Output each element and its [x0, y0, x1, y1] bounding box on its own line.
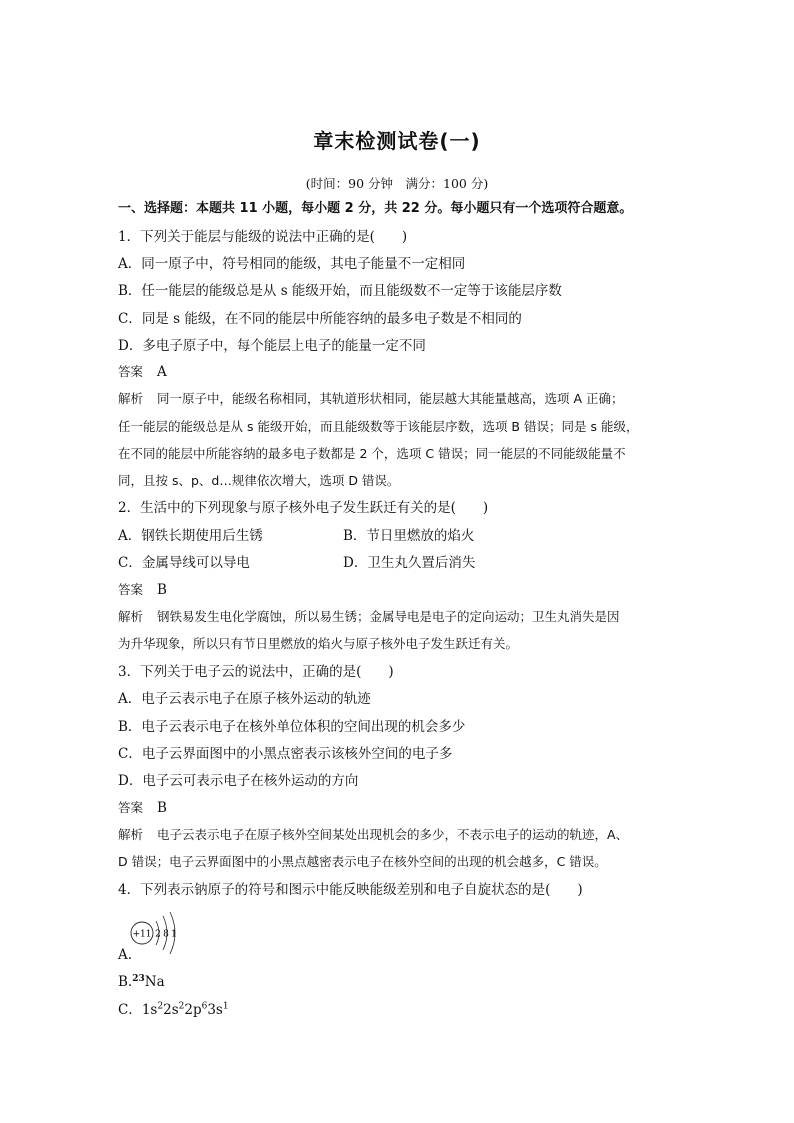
q4-stem: 4．下列表示钠原子的符号和图示中能反映能级差别和电子自旋状态的是( ) — [118, 882, 583, 898]
electron-configuration — [142, 1002, 229, 1018]
q3-option-d: D．电子云可表示电子在核外运动的方向 — [118, 773, 359, 789]
answer-label: 答案 — [118, 364, 144, 379]
orbital-1s-count: 2 — [157, 1001, 164, 1012]
q2-options-row-1 — [118, 527, 688, 545]
explain-label: 解析 — [118, 391, 144, 406]
q1-explanation-line-3: 在不同的能层中所能容纳的最多电子数都是 2 个，选项 C 错误；同一能层的不同能级能量不 — [118, 446, 626, 461]
q1-answer — [118, 363, 688, 381]
q4-option-c-label: C． — [118, 1002, 142, 1018]
orbital-2p-count: 6 — [201, 1001, 208, 1012]
q1-option-a: A．同一原子中，符号相同的能级，其电子能量不一定相同 — [118, 256, 466, 272]
q2-options-row-2 — [118, 554, 688, 572]
q3-stem: 3．下列关于电子云的说法中，正确的是( ) — [118, 664, 394, 680]
q3-option-b: B．电子云表示电子在核外单位体积的空间出现的机会多少 — [118, 719, 466, 735]
q1-explanation-line-1 — [118, 390, 688, 408]
q2-option-d: D．卫生丸久置后消失 — [343, 555, 476, 571]
q2-answer — [118, 581, 688, 599]
nucleus-charge: +11 — [132, 929, 152, 940]
q4-option-b — [118, 973, 688, 993]
q2-option-a: A．钢铁长期使用后生锈 — [118, 528, 263, 544]
q3-explanation-line-1 — [118, 826, 688, 844]
q1-explanation-line-2: 任一能层的能级总是从 s 能级开始，而且能级数等于该能层序数，选项 B 错误；同是 s 能级， — [118, 419, 639, 434]
orbital-3s: 3s — [207, 1002, 223, 1018]
q1-stem: 1．下列关于能层与能级的说法中正确的是( ) — [118, 229, 408, 245]
q2-stem: 2．生活中的下列现象与原子核外电子发生跃迁有关的是( ) — [118, 500, 489, 516]
q3-exp-text-1: 电子云表示电子在原子核外空间某处出现机会的多少，不表示电子的运动的轨迹，A、 — [157, 827, 629, 842]
q2-option-c: C．金属导线可以导电 — [118, 555, 250, 571]
orbital-1s: 1s — [141, 1002, 158, 1018]
q4-option-c — [118, 1001, 688, 1019]
mass-number: 23 — [132, 974, 145, 984]
element-symbol: Na — [144, 974, 165, 990]
q3-explanation-line-2: D 错误；电子云界面图中的小黑点越密表示电子在核外空间的出现的机会越多，C 错误。 — [118, 854, 607, 869]
answer-label: 答案 — [118, 582, 144, 597]
q1-option-c: C．同是 s 能级，在不同的能层中所能容纳的最多电子数是不相同的 — [118, 311, 522, 327]
q1-exp-text-1: 同一原子中，能级名称相同，其轨道形状相同，能层越大其能量越高，选项 A 正确； — [157, 391, 624, 406]
q2-exp-text-1: 钢铁易发生电化学腐蚀，所以易生锈；金属导电是电子的定向运动；卫生丸消失是因 — [157, 609, 620, 624]
explain-label: 解析 — [118, 609, 144, 624]
q2-answer-value: B — [157, 582, 167, 598]
orbital-2s-count: 2 — [178, 1001, 185, 1012]
exam-info: (时间：90 分钟 满分：100 分) — [305, 176, 489, 191]
q3-answer — [118, 799, 688, 817]
q2-explanation-line-1 — [118, 608, 688, 626]
q4-option-a-label: A. — [118, 947, 133, 963]
q4-option-b-label: B. — [118, 974, 133, 990]
q3-option-a: A．电子云表示电子在原子核外运动的轨迹 — [118, 691, 371, 707]
shell-electrons-2: 8 — [163, 929, 169, 940]
q2-option-b: B．节日里燃放的焰火 — [343, 528, 475, 544]
q1-option-b: B．任一能层的能级总是从 s 能级开始，而且能级数不一定等于该能层序数 — [118, 283, 562, 299]
answer-label: 答案 — [118, 800, 144, 815]
orbital-2p: 2p — [184, 1002, 202, 1018]
shell-electrons-3: 1 — [171, 929, 177, 940]
orbital-3s-count: 1 — [222, 1001, 229, 1012]
shell-electrons-1: 2 — [155, 929, 161, 940]
explain-label: 解析 — [118, 827, 144, 842]
q1-option-d: D．多电子原子中，每个能层上电子的能量一定不同 — [118, 338, 426, 354]
q2-explanation-line-2: 为升华现象，所以只有节日里燃放的焰火与原子核外电子发生跃迁有关。 — [118, 636, 519, 651]
section-heading: 一、选择题：本题共 11 小题，每小题 2 分，共 22 分。每小题只有一个选项符合题意。 — [118, 201, 633, 216]
q3-answer-value: B — [157, 800, 167, 816]
q3-option-c: C．电子云界面图中的小黑点密表示该核外空间的电子多 — [118, 746, 453, 762]
q1-answer-value: A — [157, 364, 167, 380]
orbital-2s: 2s — [163, 1002, 179, 1018]
page-title: 章末检测试卷(一) — [313, 129, 481, 153]
q1-explanation-line-4: 同，且按 s、p、d…规律依次增大，选项 D 错误。 — [118, 473, 400, 488]
